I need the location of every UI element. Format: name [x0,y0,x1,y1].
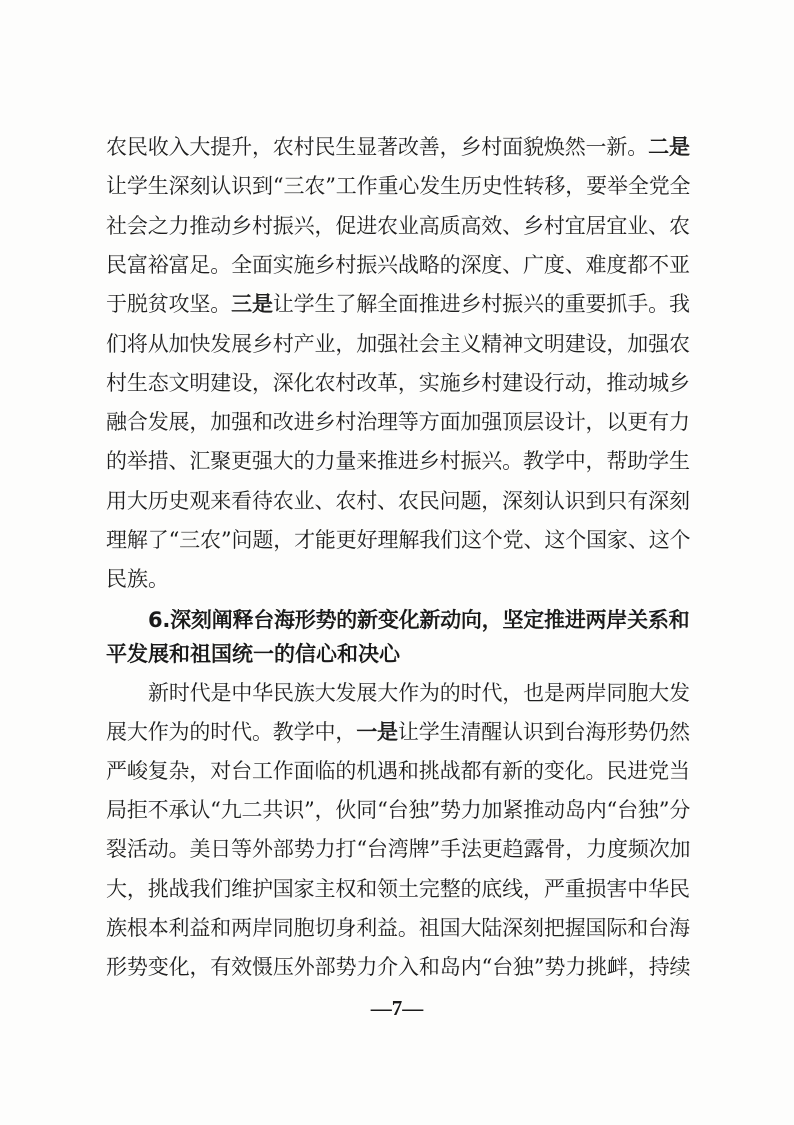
text-line-content [0,484,690,518]
text-line-content [0,523,690,557]
text-run: 村生态文明建设，深化农村改革，实施乡村建设行动，推动城乡 [106,370,690,395]
text-line [0,327,794,361]
text-line-content [0,872,690,906]
text-line-content [0,209,690,243]
text-line [0,287,794,321]
text-line [0,872,794,906]
text-run: 让学生深刻认识到“三农”工作重心发生历史性转移，要举全党全 [106,174,691,199]
text-run: 展大作为的时代。教学中， [106,720,357,745]
text-run: 裂活动。美日等外部势力打“台湾牌”手法更趋露骨，力度频次加 [106,837,691,862]
text-run: 的举措、汇聚更强大的力量来推进乡村振兴。教学中，帮助学生 [106,449,690,474]
text-run: 民富裕富足。全面实施乡村振兴战略的深度、广度、难度都不亚 [106,252,690,277]
text-line [0,793,794,827]
text-run: 新时代是中华民族大发展大作为的时代，也是两岸同胞大发 [148,681,690,705]
text-line [0,832,794,866]
text-run: 理解了“三农”问题，才能更好理解我们这个党、这个国家、这个 [106,528,691,552]
text-run: 融合发展，加强和改进乡村治理等方面加强顶层设计，以更有力 [106,410,690,435]
emphasis-text: 三是 [231,292,273,317]
text-run: 让学生清醒认识到台海形势仍然 [397,720,690,745]
text-line [0,444,794,478]
text-line [0,248,794,282]
text-line-content [0,444,690,478]
text-line [0,676,794,710]
text-line-content [0,366,690,400]
text-line [0,754,794,788]
text-line [0,209,794,243]
text-line [0,169,794,203]
text-line [0,715,794,749]
section-heading-line-2 [0,637,794,671]
text-run: 们将从加快发展乡村产业，加强社会主义精神文明建设，加强农 [106,331,690,356]
text-line-content [0,676,690,710]
text-run: 让学生了解全面推进乡村振兴的重要抓手。我 [272,292,690,317]
text-run: 农民收入大提升，农村民生显著改善，乡村面貌焕然一新。 [106,135,649,159]
text-line [0,366,794,400]
text-line-content [0,950,690,984]
text-run: 形势变化，有效慑压外部势力介入和岛内“台独”势力挑衅，持续 [106,954,691,979]
text-run: 社会之力推动乡村振兴，促进农业高质高效、乡村宜居宜业、农 [106,213,690,238]
section-heading-text: 6.深刻阐释台海形势的新变化新动向，坚定推进两岸关系和 [148,608,690,632]
text-line [0,523,794,557]
text-line [0,484,794,518]
text-line [0,405,794,439]
text-line-content [0,911,690,945]
text-run: 局拒不承认“九二共识”，伙同“台独”势力加紧推动岛内“台独”分 [106,798,691,823]
text-line-content [0,287,690,321]
text-run: 民族。 [106,567,169,592]
section-heading-text: 平发展和祖国统一的信心和决心 [106,642,400,666]
text-line-content [0,562,169,596]
text-line [0,950,794,984]
text-line-content [0,248,690,282]
text-line-content [0,169,690,203]
section-heading-line-1 [0,603,794,637]
emphasis-text: 一是 [356,720,398,745]
text-run: 严峻复杂，对台工作面临的机遇和挑战都有新的变化。民进党当 [106,759,690,784]
text-line-content [0,832,690,866]
text-line [0,130,794,164]
text-line [0,562,794,596]
text-line-content [0,793,690,827]
text-run: 用大历史观来看待农业、农村、农民问题，深刻认识到只有深刻 [106,488,690,513]
text-line-content [0,405,690,439]
text-run: 于脱贫攻坚。 [106,292,232,317]
text-line-content [0,130,690,164]
text-line [0,911,794,945]
emphasis-text: 二是 [648,135,690,159]
text-line-content [0,715,690,749]
text-line-content [0,327,690,361]
text-run: 族根本利益和两岸同胞切身利益。祖国大陆深刻把握国际和台海 [106,915,690,940]
page-number: —7— [370,996,424,1020]
text-line-content [0,754,690,788]
text-run: 大，挑战我们维护国家主权和领土完整的底线，严重损害中华民 [106,876,690,901]
